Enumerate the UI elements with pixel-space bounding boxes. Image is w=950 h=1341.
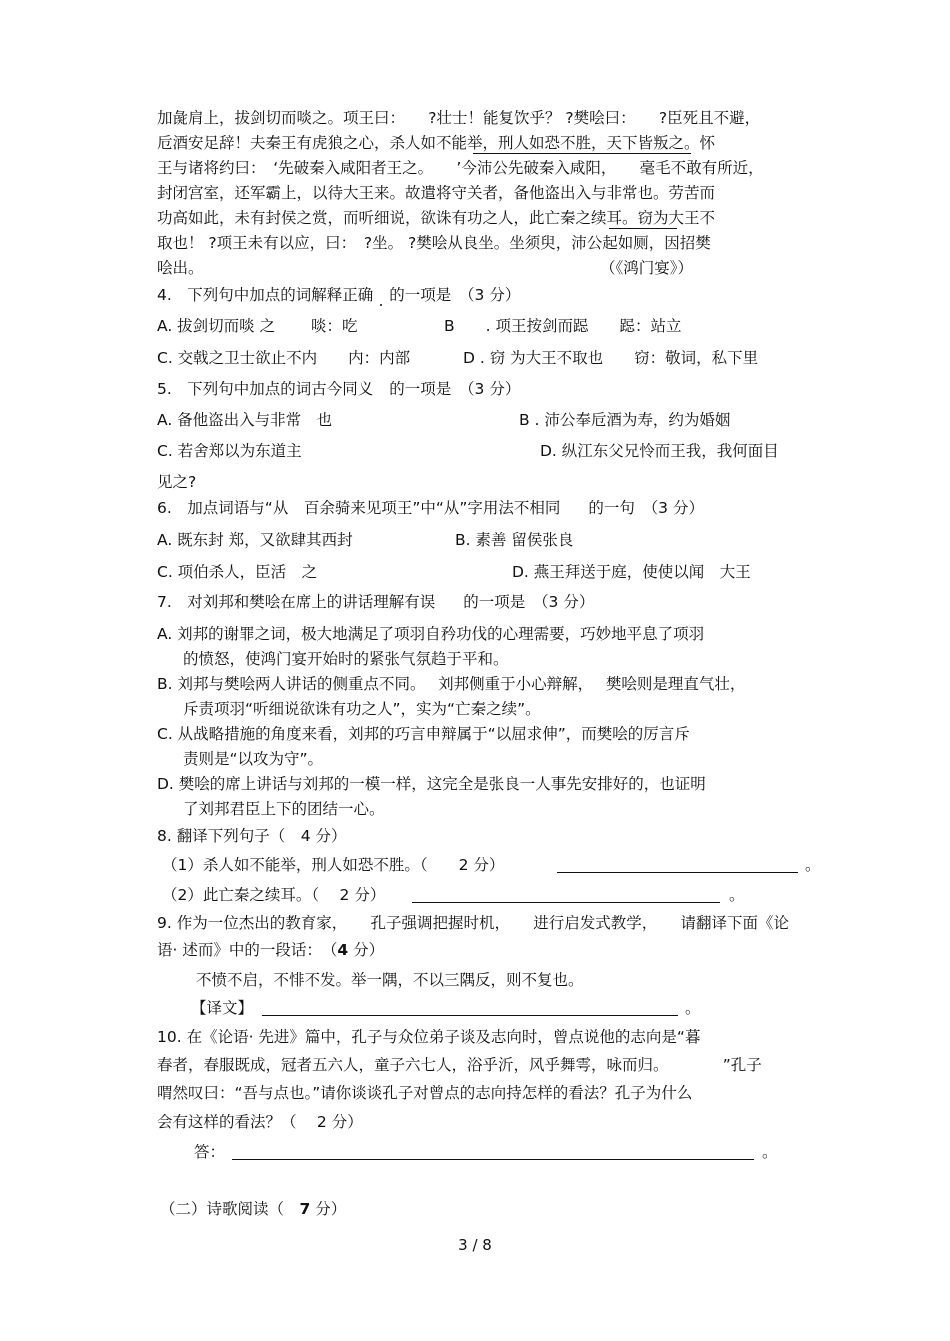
q8-sentence-2: （2）此亡秦之续耳。（ 2 分） xyxy=(162,886,386,904)
q4-option-d: D . 窃 为大王不取也 窃：敬词，私下里 xyxy=(463,349,759,367)
passage-underline xyxy=(473,153,691,154)
q5-option-a: A. 备他盗出入与非常 也 xyxy=(157,411,333,429)
q9-quote: 不愤不启，不悱不发。举一隅，不以三隅反，则不复也。 xyxy=(196,971,584,989)
q8-end-1: 。 xyxy=(805,856,821,874)
q8-answer-line-2[interactable] xyxy=(412,902,720,903)
passage-line-6: 取也！ ?项王未有以应，曰： ?坐。 ?樊哙从良坐。坐须臾，沛公起如厕，因招樊 xyxy=(157,234,711,252)
passage-underline xyxy=(609,228,677,229)
q8-end-2: 。 xyxy=(729,886,745,904)
q10-line-1: 10. 在《论语· 先进》篇中，孔子与众位弟子谈及志向时，曾点说他的志向是“暮 xyxy=(157,1028,701,1046)
passage-line-3: 王与诸将约曰： ‘先破秦入咸阳者王之。 ’今沛公先破秦入咸阳， 毫毛不敢有所近， xyxy=(157,159,764,177)
q7-option-d: D. 樊哙的席上讲话与刘邦的一模一样，这完全是张良一人事先安排好的，也证明 xyxy=(157,775,706,793)
q6-option-a: A. 既东封 郑，又欲肆其西封 xyxy=(157,531,353,549)
q10-line-2: 春者，春服既成，冠者五六人，童子六七人，浴乎沂，风乎舞雩，咏而归。 ”孔子 xyxy=(157,1056,762,1074)
section-poetry-heading: （二）诗歌阅读（ 7 分） xyxy=(160,1200,347,1218)
q9-line-1: 9. 作为一位杰出的教育家， 孔子强调把握时机， 进行启发式教学， 请翻译下面《论 xyxy=(157,914,789,932)
q5-option-d: D. 纵江东父兄怜而王我，我何面目 xyxy=(540,442,779,460)
q5-option-b: B . 沛公奉卮酒为寿，约为婚姻 xyxy=(519,411,731,429)
q10-answer-label: 答： xyxy=(194,1143,226,1161)
q10-end: 。 xyxy=(762,1143,778,1161)
q7-option-b-cont: 斥责项羽“听细说欲诛有功之人”，实为“亡秦之续”。 xyxy=(183,700,541,718)
q7-option-a-cont: 的愤怒，使鸿门宴开始时的紧张气氛趋于平和。 xyxy=(183,650,509,668)
passage-line-7: 哙出。 xyxy=(157,259,204,277)
q4-option-a: A. 拔剑切而啖 之 啖：吃 xyxy=(157,317,358,335)
q10-answer-line[interactable] xyxy=(232,1159,754,1160)
q8-sentence-1: （1）杀人如不能举，刑人如恐不胜。（ 2 分） xyxy=(162,856,505,874)
q7-option-b: B. 刘邦与樊哙两人讲话的侧重点不同。 刘邦侧重于小心辩解， 樊哙则是理直气壮， xyxy=(157,675,746,693)
q7-option-a: A. 刘邦的谢罪之词，极大地满足了项羽自矜功伐的心理需要，巧妙地平息了项羽 xyxy=(157,625,705,643)
q8-stem: 8. 翻译下列句子（ 4 分） xyxy=(157,827,347,845)
q7-option-c: C. 从战略措施的角度来看，刘邦的巧言申辩属于“以屈求伸”，而樊哙的厉言斥 xyxy=(157,725,690,743)
q4-option-b: B . 项王按剑而跽 跽：站立 xyxy=(444,317,682,335)
passage-line-4: 封闭宫室，还军霸上，以待大王来。故遣将守关者，备他盗出入与非常也。劳苦而 xyxy=(157,184,716,202)
q7-stem: 7. 对刘邦和樊哙在席上的讲话理解有误 的一项是 （3 分） xyxy=(157,593,595,611)
q9-line-2: 语· 述而》中的一段话： （4 分） xyxy=(157,941,385,959)
q7-option-d-cont: 了刘邦君臣上下的团结一心。 xyxy=(183,800,385,818)
q9-end: 。 xyxy=(685,999,701,1017)
q6-stem: 6. 加点词语与“从 百余骑来见项王”中“从”字用法不相同 的一句 （3 分） xyxy=(157,499,704,517)
q4-option-c: C. 交戟之卫士欲止不内 内：内部 xyxy=(157,349,411,367)
passage-source: （《鸿门宴》） xyxy=(600,259,694,277)
q9-answer-label: 【译文】 xyxy=(191,999,254,1017)
q10-line-3: 喟然叹曰：“吾与点也。”请你谈谈孔子对曾点的志向持怎样的看法？孔子为什么 xyxy=(157,1084,693,1102)
q5-option-c: C. 若舍郑以为东道主 xyxy=(157,442,302,460)
q9-answer-line[interactable] xyxy=(262,1015,678,1016)
q5-option-d-cont: 见之? xyxy=(157,473,197,491)
q8-answer-line-1[interactable] xyxy=(557,872,798,873)
passage-line-1: 加彘肩上，拔剑切而啖之。项王曰： ?壮士！能复饮乎？ ?樊哙曰： ?臣死且不避， xyxy=(157,109,761,127)
q6-option-b: B. 素善 留侯张良 xyxy=(455,531,574,549)
q6-option-c: C. 项伯杀人，臣活 之 xyxy=(157,563,318,581)
q10-line-4: 会有这样的看法？（ 2 分） xyxy=(157,1113,363,1131)
q7-option-c-cont: 责则是“以攻为守”。 xyxy=(183,750,324,768)
q4-stem: 4. 下列句中加点的词解释正确 的一项是 （3 分） xyxy=(157,286,521,304)
passage-line-5: 功高如此，未有封侯之赏，而听细说，欲诛有功之人，此亡秦之续耳。窃为大王不 xyxy=(157,209,716,227)
passage-line-2: 卮酒安足辞！夫秦王有虎狼之心，杀人如不能举，刑人如恐不胜，天下皆叛之。怀 xyxy=(157,134,716,152)
q5-stem: 5. 下列句中加点的词古今同义 的一项是 （3 分） xyxy=(157,380,521,398)
q6-option-d: D. 燕王拜送于庭，使使以闻 大王 xyxy=(512,563,751,581)
page-number: 3 / 8 xyxy=(458,1236,492,1254)
